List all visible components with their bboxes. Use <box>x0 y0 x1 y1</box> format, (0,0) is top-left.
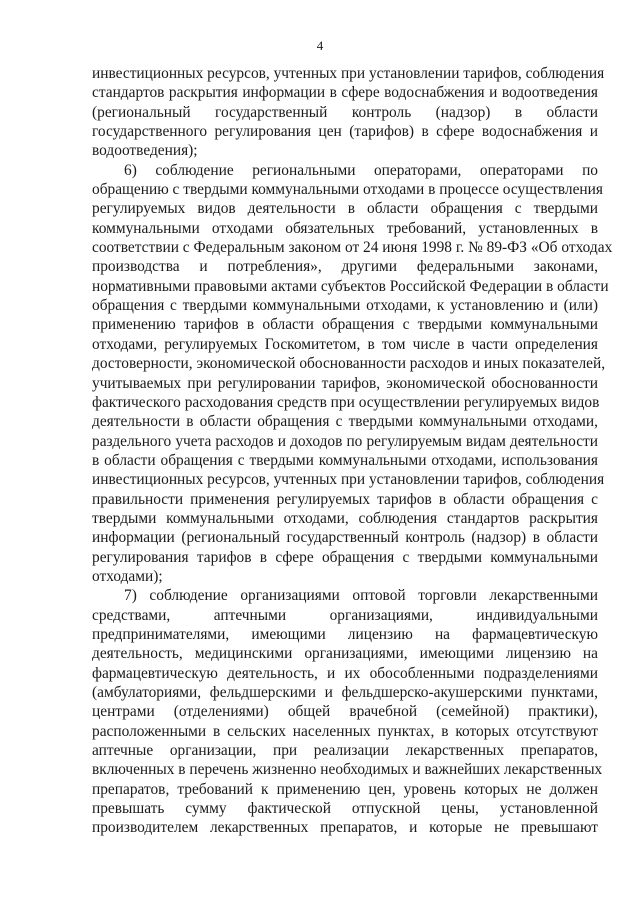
text-line: производителем лекарственных препаратов, и которые не превышают <box>92 819 598 837</box>
document-body <box>92 64 613 838</box>
text-line: фармацевтическую деятельность, и их обособленными подразделениями <box>92 664 598 682</box>
text-line: нормативными правовыми актами субъектов Российской Федерации в области <box>92 277 609 295</box>
text-line: достоверности, экономической обоснованности расходов и иных показателей, <box>92 355 606 373</box>
text-line: производства и потребления», другими федеральными законами, <box>92 258 598 276</box>
text-line: деятельности в области обращения с твердыми коммунальными отходами, <box>92 413 598 431</box>
text-line: твердыми коммунальными отходами, соблюдения стандартов раскрытия <box>92 509 598 527</box>
text-line: расположенными в сельских населенных пунктах, в которых отсутствуют <box>92 722 598 740</box>
text-line: раздельного учета расходов и доходов по регулируемым видам деятельности <box>92 432 598 450</box>
text-line: (амбулаториями, фельдшерскими и фельдшерско-акушерскими пунктами, <box>92 684 598 701</box>
text-line: 7) соблюдение организациями оптовой торговли лекарственными <box>124 587 598 605</box>
text-line: отходами); <box>92 567 163 585</box>
text-line: соответствии с Федеральным законом от 24 июня 1998 г. № 89-ФЗ «Об отходах <box>92 239 613 257</box>
text-line: аптечные организации, при реализации лекарственных препаратов, <box>92 742 598 760</box>
text-line: учитываемых при регулировании тарифов, экономической обоснованности <box>92 374 598 392</box>
text-line: коммунальными отходами обязательных требований, установленных в <box>92 219 598 237</box>
text-line: применению тарифов в области обращения с твердыми коммунальными <box>92 316 598 334</box>
paragraph-item-6 <box>92 161 613 587</box>
text-line: регулируемых видов деятельности в области обращения с твердыми <box>92 200 598 218</box>
text-line: обращению с твердыми коммунальными отходами в процессе осуществления <box>92 181 603 199</box>
text-line: деятельность, медицинскими организациями, имеющими лицензию на <box>92 645 598 663</box>
text-line: превышать сумму фактической отпускной цены, установленной <box>92 800 598 818</box>
text-line: инвестиционных ресурсов, учтенных при установлении тарифов, соблюдения <box>92 65 605 82</box>
text-line: отходами, регулируемых Госкомитетом, в том числе в части определения <box>92 335 598 353</box>
text-line: центрами (отделениями) общей врачебной (семейной) практики), <box>92 703 598 721</box>
text-line: стандартов раскрытия информации в сфере водоснабжения и водоотведения <box>92 84 598 102</box>
text-line: предпринимателями, имеющими лицензию на фармацевтическую <box>92 625 598 643</box>
text-line: государственного регулирования цен (тарифов) в сфере водоснабжения и <box>92 123 598 141</box>
text-line: регулирования тарифов в сфере обращения с твердыми коммунальными <box>92 548 598 566</box>
text-line: обращения с твердыми коммунальными отходами, к установлению и (или) <box>92 297 598 315</box>
text-line: правильности применения регулируемых тарифов в области обращения с <box>92 490 598 508</box>
text-line: фактического расходования средств при осуществлении регулируемых видов <box>92 393 600 411</box>
text-line: средствами, аптечными организациями, индивидуальными <box>92 606 598 624</box>
page-number: 4 <box>316 38 324 53</box>
text-line: в области обращения с твердыми коммунальными отходами, использования <box>92 451 598 469</box>
paragraph-continuation <box>92 64 605 161</box>
text-line: включенных в перечень жизненно необходимых и важнейших лекарственных <box>92 761 603 779</box>
text-line: (региональный государственный контроль (надзор) в области <box>92 103 598 121</box>
paragraph-item-7 <box>92 586 603 837</box>
text-line: 6) соблюдение региональными операторами, операторами по <box>124 161 598 179</box>
text-line: инвестиционных ресурсов, учтенных при установлении тарифов, соблюдения <box>92 471 605 489</box>
text-line: водоотведения); <box>92 142 198 160</box>
text-line: препаратов, требований к применению цен, уровень которых не должен <box>92 780 598 798</box>
text-line: информации (региональный государственный контроль (надзор) в области <box>92 529 598 547</box>
